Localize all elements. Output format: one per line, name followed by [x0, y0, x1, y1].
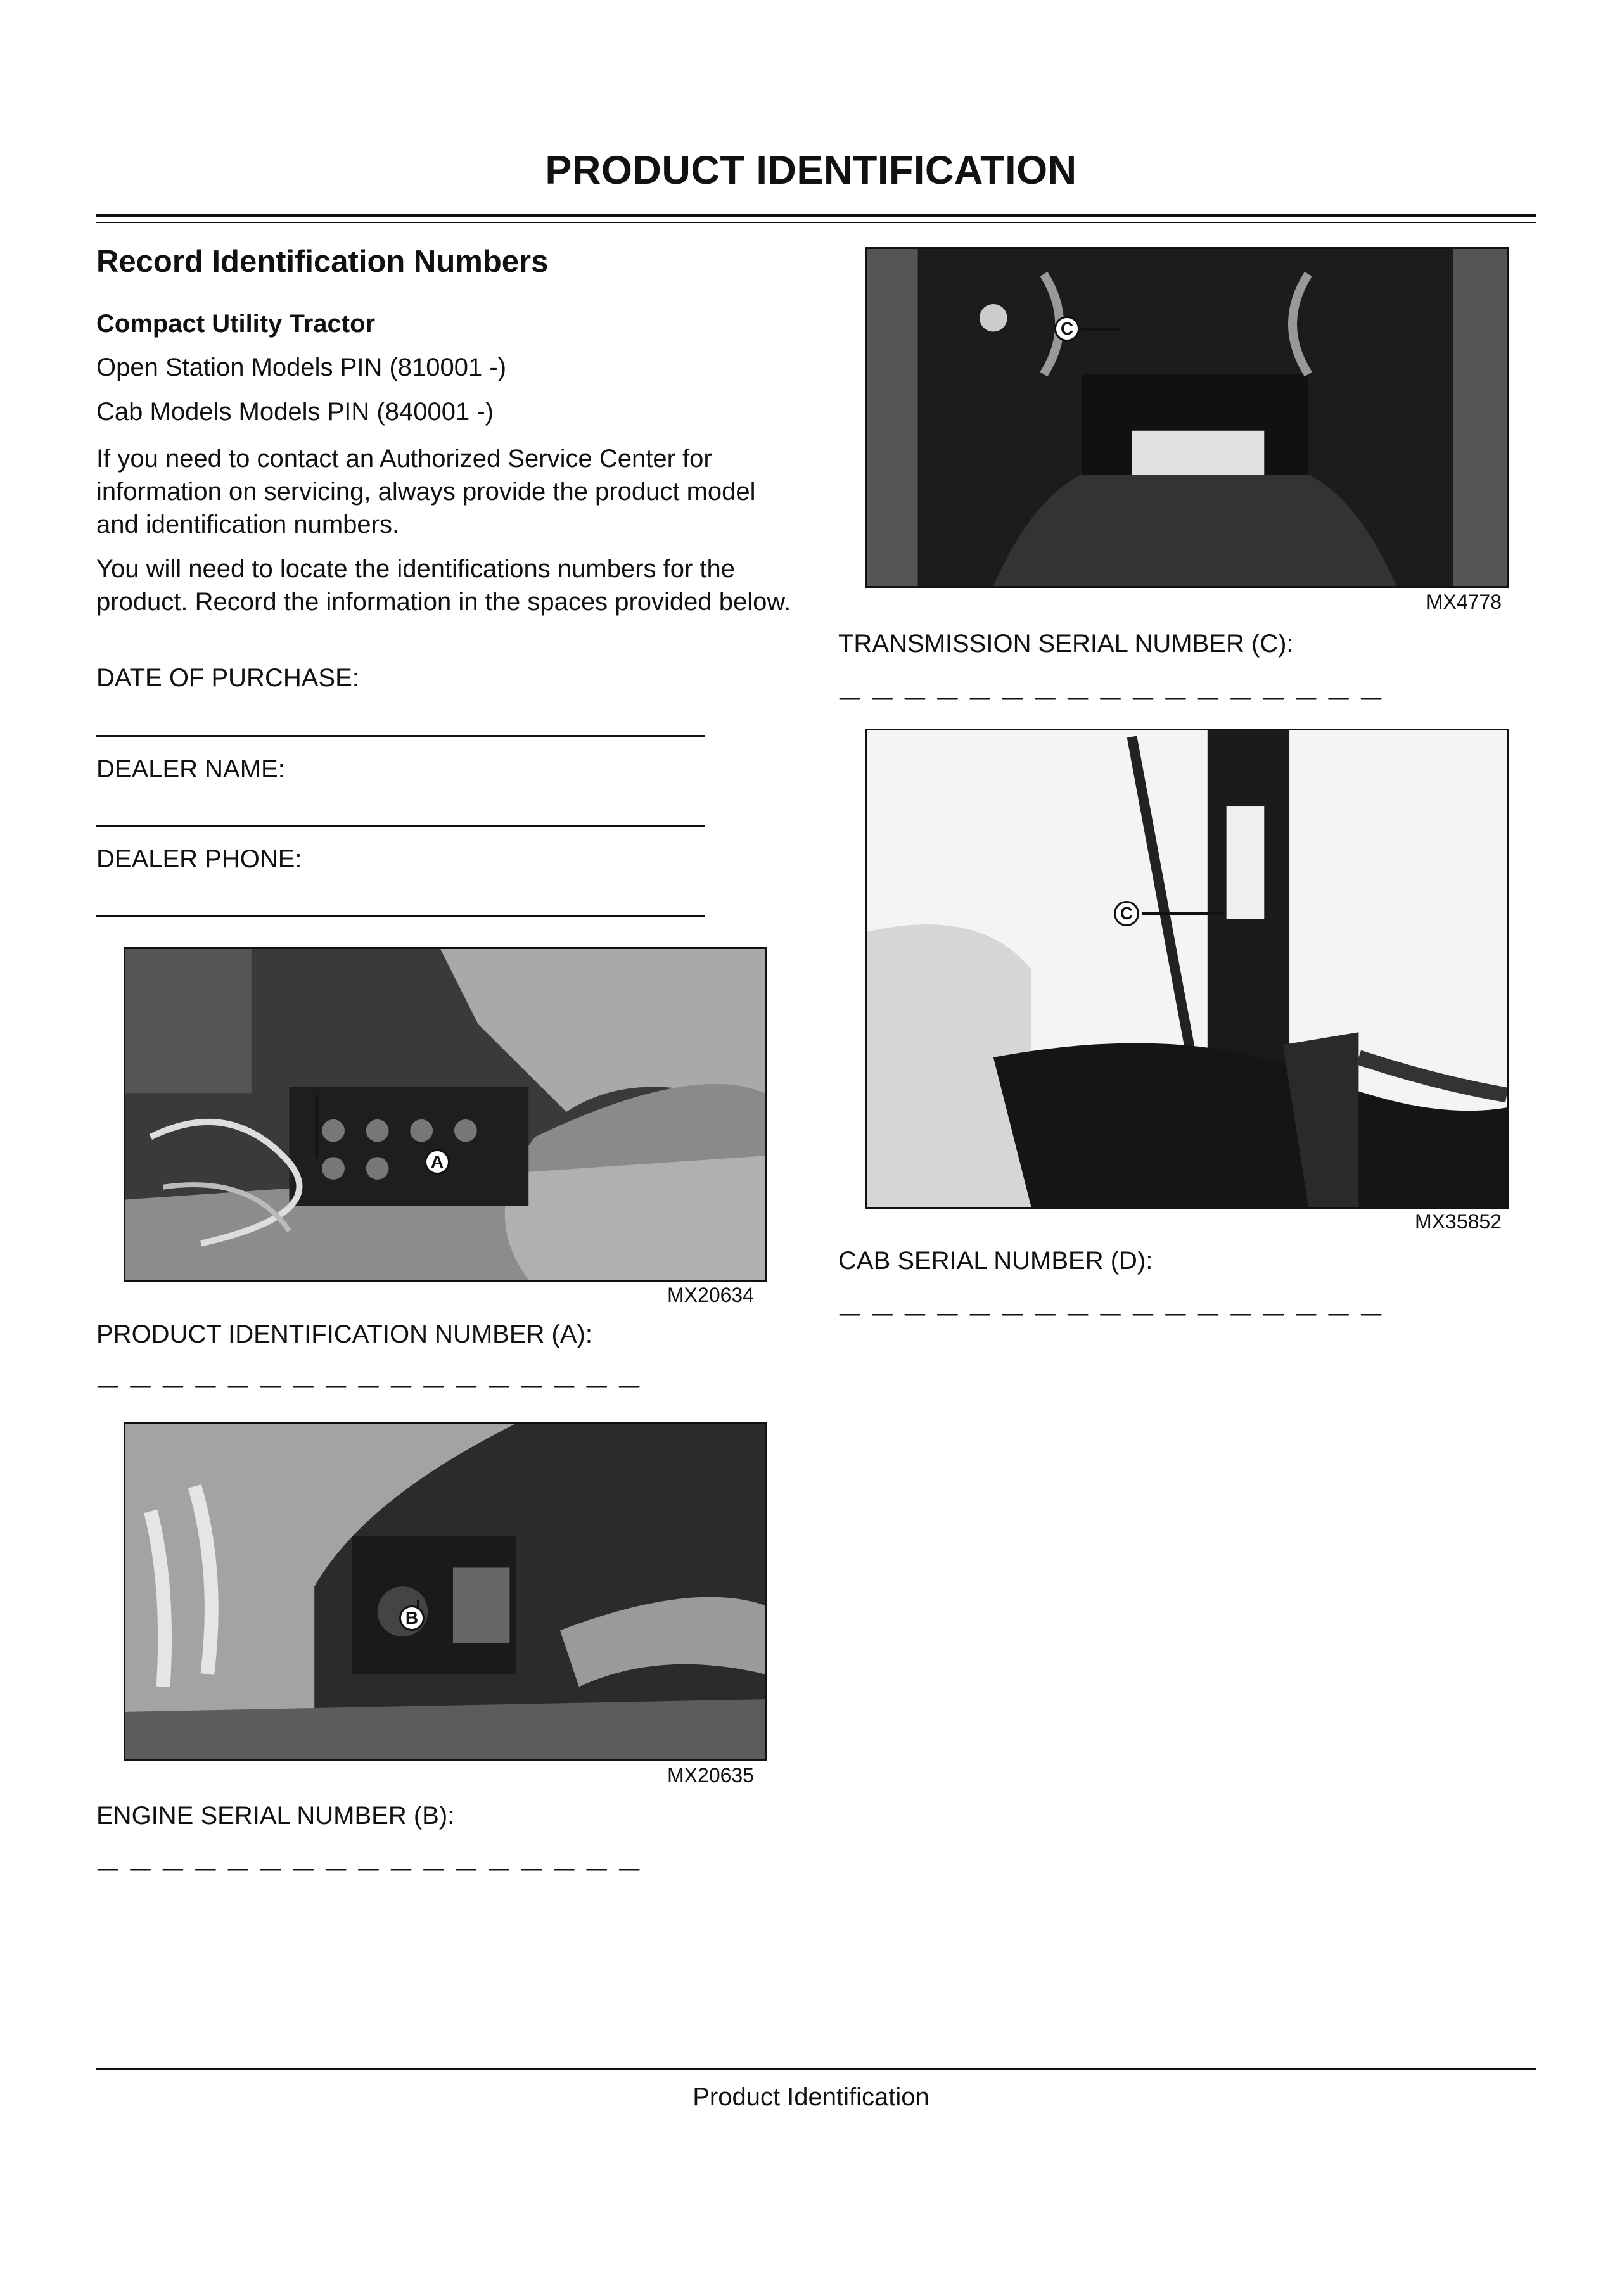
figure-code-b: MX20635: [667, 1764, 754, 1787]
figure-code-a: MX20634: [667, 1284, 754, 1306]
transmission-serial-label: TRANSMISSION SERIAL NUMBER (C):: [838, 630, 1294, 658]
pin-label: PRODUCT IDENTIFICATION NUMBER (A):: [96, 1320, 592, 1348]
engine-serial-blank-line[interactable]: — — — — — — — — — — — — — — — — —: [96, 1858, 642, 1880]
page-title: PRODUCT IDENTIFICATION: [545, 148, 1077, 193]
date-of-purchase-label: DATE OF PURCHASE:: [96, 664, 359, 692]
figure-code-c1: MX4778: [1426, 590, 1502, 613]
cab-serial-blank-line[interactable]: — — — — — — — — — — — — — — — — —: [838, 1303, 1384, 1325]
header-rule-thick: [96, 214, 1536, 217]
figure-code-c2: MX35852: [1415, 1210, 1502, 1233]
paragraph-locate: You will need to locate the identifications numbers for the product. Record the information in the spaces provided below.: [96, 555, 791, 616]
photo-illustration-c2: [867, 730, 1507, 1207]
dealer-phone-label: DEALER PHONE:: [96, 845, 302, 873]
open-station-pin: Open Station Models PIN (810001 -): [96, 354, 507, 381]
dealer-name-line[interactable]: [96, 825, 705, 827]
callout-a: A: [425, 1149, 450, 1175]
callout-c-line: [1081, 328, 1121, 331]
footer-text: Product Identification: [693, 2083, 929, 2111]
sub-title: Compact Utility Tractor: [96, 310, 376, 338]
footer-rule: [96, 2068, 1536, 2070]
dealer-name-label: DEALER NAME:: [96, 755, 285, 783]
engine-serial-label: ENGINE SERIAL NUMBER (B):: [96, 1802, 455, 1830]
dealer-phone-line[interactable]: [96, 915, 705, 917]
callout-a-line: [316, 1095, 318, 1158]
date-of-purchase-line[interactable]: [96, 735, 705, 737]
photo-engine-serial-location: [124, 1422, 767, 1761]
photo-transmission-serial-location: [865, 247, 1509, 588]
callout-b: B: [399, 1605, 425, 1631]
cab-models-pin: Cab Models Models PIN (840001 -): [96, 398, 494, 426]
callout-c-bottom: C: [1114, 901, 1139, 926]
callout-c-top: C: [1054, 316, 1080, 341]
photo-illustration-c1: [867, 249, 1507, 586]
pin-blank-line[interactable]: — — — — — — — — — — — — — — — — —: [96, 1375, 642, 1398]
callout-c2-line: [1142, 912, 1224, 915]
cab-serial-label: CAB SERIAL NUMBER (D):: [838, 1247, 1153, 1275]
transmission-serial-blank-line[interactable]: — — — — — — — — — — — — — — — — —: [838, 687, 1384, 710]
paragraph-contact: If you need to contact an Authorized Service Center for information on servicing, always provide the product model and identification numbers.: [96, 445, 756, 539]
photo-product-id-location: [124, 947, 767, 1282]
photo-illustration-b: [125, 1424, 765, 1759]
photo-cab-serial-location: [865, 729, 1509, 1209]
section-title: Record Identification Numbers: [96, 245, 549, 279]
photo-illustration-a: [125, 949, 765, 1280]
header-rule-thin: [96, 222, 1536, 223]
